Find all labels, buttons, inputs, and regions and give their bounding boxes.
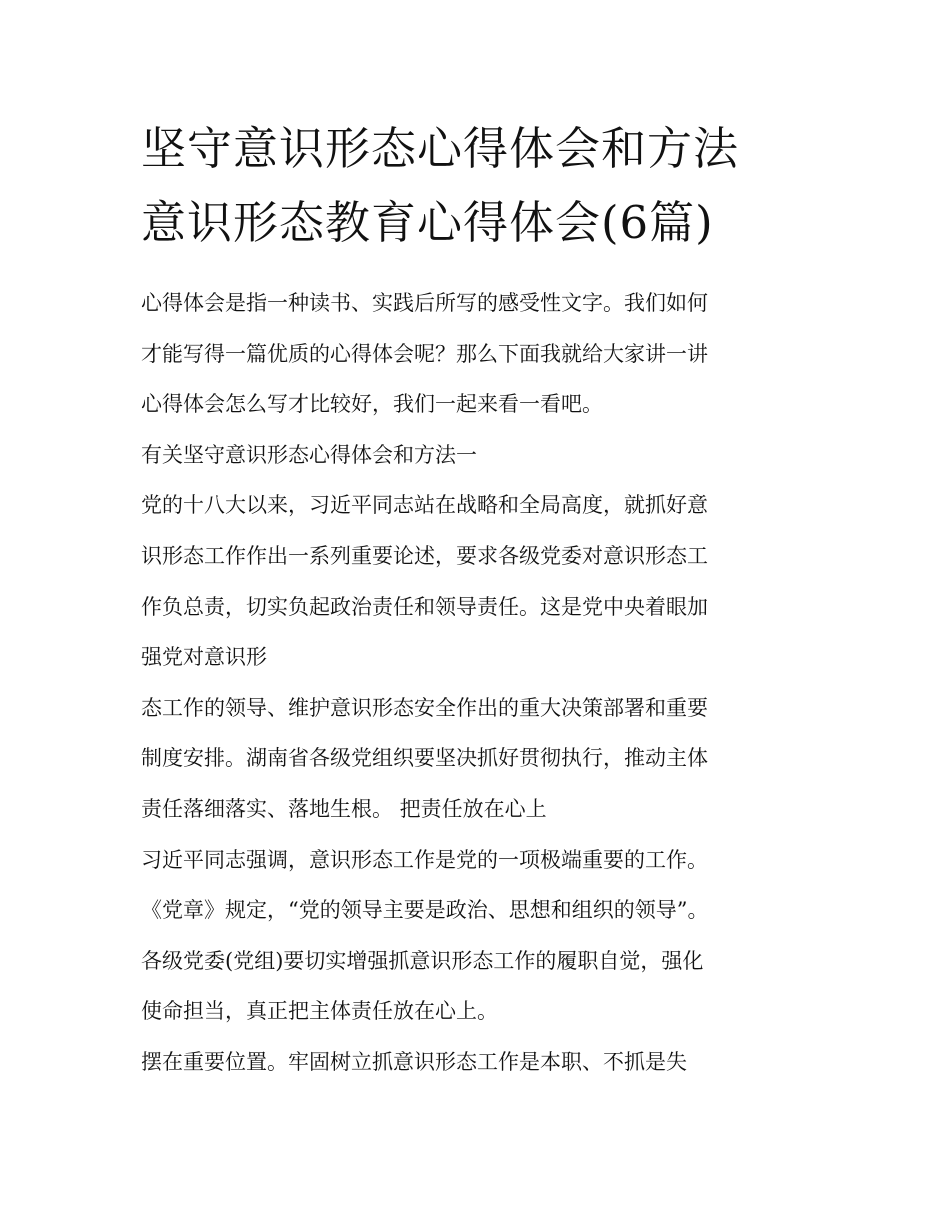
title-line-2: 意识形态教育心得体会(6篇) <box>141 196 714 249</box>
document-body <box>141 278 821 1088</box>
text-line: 才能写得一篇优质的心得体会呢？那么下面我就给大家讲一讲 <box>141 341 708 366</box>
paragraph-intro <box>141 278 821 430</box>
text-line: 心得体会是指一种读书、实践后所写的感受性文字。我们如何 <box>141 291 708 315</box>
paragraph-2 <box>141 683 821 835</box>
text-line: 制度安排。湖南省各级党组织要坚决抓好贯彻执行，推动主体 <box>141 746 708 771</box>
text-line: 强党对意识形 <box>141 645 267 670</box>
paragraph-4 <box>141 1037 821 1088</box>
text-line: 摆在重要位置。牢固树立抓意识形态工作是本职、不抓是失 <box>141 1049 687 1074</box>
text-line: 责任落细落实、落地生根。 把责任放在心上 <box>141 796 547 821</box>
paragraph-3 <box>141 835 821 1037</box>
title-line-1: 坚守意识形态心得体会和方法 <box>141 122 740 175</box>
text-line: 各级党委(党组)要切实增强抓意识形态工作的履职自觉，强化 <box>141 948 704 973</box>
text-line: 党的十八大以来，习近平同志站在战略和全局高度，就抓好意 <box>141 493 708 518</box>
text-line: 《党章》规定，“党的领导主要是政治、思想和组织的领导”。 <box>141 898 709 923</box>
document-page <box>141 112 821 1088</box>
text-line: 心得体会怎么写才比较好，我们一起来看一看吧。 <box>141 392 603 417</box>
text-line: 识形态工作作出一系列重要论述，要求各级党委对意识形态工 <box>141 543 708 568</box>
text-line: 态工作的领导、维护意识形态安全作出的重大决策部署和重要 <box>141 695 708 720</box>
text-line: 作负总责，切实负起政治责任和领导责任。这是党中央着眼加 <box>141 594 708 619</box>
text-line: 有关坚守意识形态心得体会和方法一 <box>141 442 477 467</box>
section-heading <box>141 430 821 481</box>
text-line: 使命担当，真正把主体责任放在心上。 <box>141 999 498 1024</box>
document-title <box>141 112 821 260</box>
paragraph-1 <box>141 480 821 682</box>
text-line: 习近平同志强调，意识形态工作是党的一项极端重要的工作。 <box>141 847 708 872</box>
